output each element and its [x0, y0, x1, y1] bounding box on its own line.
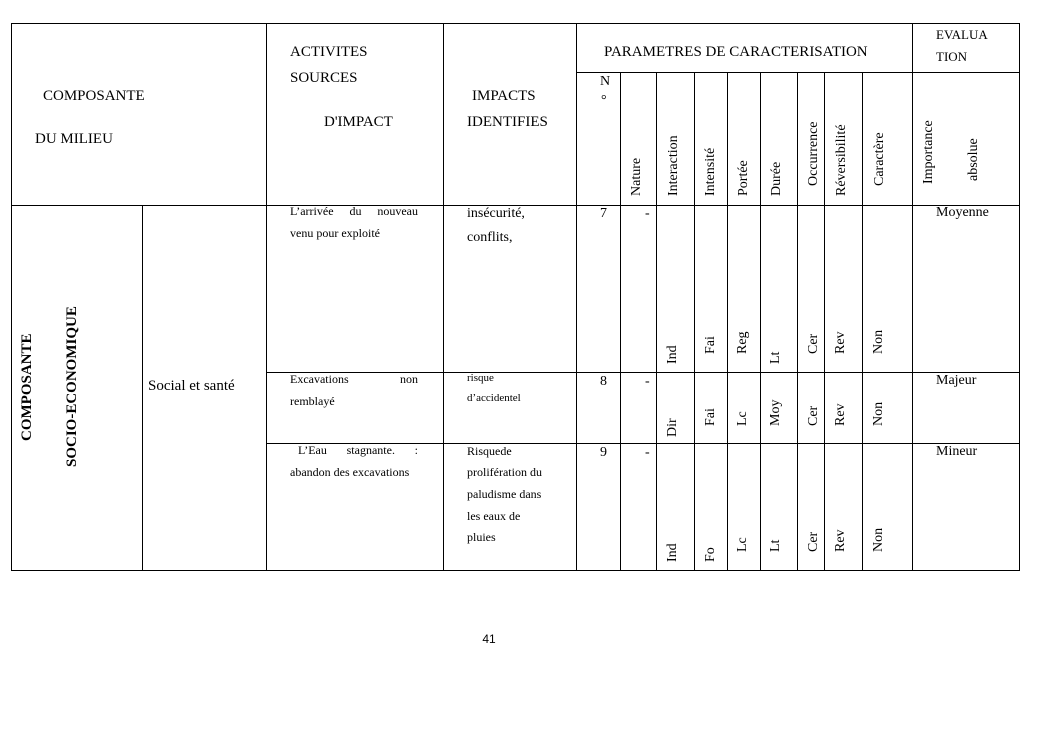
- group-composante: COMPOSANTE: [19, 333, 35, 441]
- nature-value: -: [645, 445, 650, 460]
- header-evaluation: EVALUA: [936, 27, 988, 42]
- col-header-nature: Nature: [629, 157, 644, 196]
- occurrence-value: Cer: [806, 405, 821, 426]
- col-header-intensite: Intensité: [703, 147, 718, 196]
- nature-value: -: [645, 374, 650, 389]
- col-header-portee: Portée: [736, 160, 751, 196]
- header-evaluation-tion: TION: [936, 49, 968, 64]
- occurrence-value: Cer: [806, 333, 821, 354]
- header-parametres: PARAMETRES DE CARACTERISATION: [604, 44, 868, 60]
- header-impacts: IMPACTS: [472, 88, 536, 104]
- activite-line: venu pour exploité: [290, 226, 380, 240]
- portee-value: Reg: [735, 331, 750, 354]
- portee-value: Lc: [735, 411, 750, 426]
- caractere-value: Non: [871, 401, 886, 426]
- col-header-caractere: Caractère: [872, 132, 887, 186]
- col-header-interaction: Interaction: [666, 135, 681, 196]
- activite-line: Excavations non: [290, 372, 418, 386]
- caractere-value: Non: [871, 329, 886, 354]
- interaction-value: Dir: [665, 418, 680, 437]
- header-composante: COMPOSANTE: [43, 88, 145, 104]
- activite-line: L’arrivée du nouveau: [290, 204, 418, 218]
- importance-value: Mineur: [936, 444, 978, 459]
- reversibilite-value: Rev: [833, 403, 848, 426]
- impact-line: Risquede: [467, 444, 512, 458]
- impact-line: risque: [467, 372, 494, 384]
- sous-composante-social-sante: Social et santé: [148, 378, 235, 394]
- activite-line: abandon des excavations: [290, 465, 410, 479]
- header-numero-degree: °: [601, 93, 607, 108]
- impact-line: insécurité,: [467, 206, 525, 221]
- interaction-value: Ind: [665, 543, 680, 562]
- page-number: 41: [482, 632, 496, 646]
- header-du-milieu: DU MILIEU: [35, 131, 113, 147]
- impact-line: d’accidentel: [467, 392, 521, 404]
- occurrence-value: Cer: [806, 531, 821, 552]
- duree-value: Lt: [768, 351, 783, 364]
- importance-value: Majeur: [936, 373, 977, 388]
- header-dimpact: D'IMPACT: [324, 114, 393, 130]
- nature-value: -: [645, 206, 650, 221]
- group-socio-economique: SOCIO-ECONOMIQUE: [64, 306, 80, 467]
- activite-line: L’Eau stagnante. :: [298, 443, 419, 457]
- impact-line: pluies: [467, 530, 496, 544]
- impact-line: conflits,: [467, 230, 513, 245]
- col-header-reversibilite: Réversibilité: [834, 124, 849, 196]
- col-header-importance: Importance: [921, 120, 936, 184]
- importance-value: Moyenne: [936, 205, 989, 220]
- intensite-value: Fai: [703, 408, 718, 426]
- reversibilite-value: Rev: [833, 331, 848, 354]
- intensite-value: Fai: [703, 336, 718, 354]
- row-number: 9: [600, 445, 607, 460]
- col-header-duree: Durée: [769, 161, 784, 196]
- impact-line: prolifération du: [467, 465, 542, 479]
- row-number: 8: [600, 374, 607, 389]
- duree-value: Moy: [768, 399, 783, 426]
- col-header-absolue: absolue: [966, 138, 981, 181]
- header-numero: N: [600, 74, 611, 89]
- header-activites: ACTIVITES: [290, 44, 368, 60]
- row-number: 7: [600, 206, 607, 221]
- reversibilite-value: Rev: [833, 529, 848, 552]
- col-header-occurrence: Occurrence: [806, 121, 821, 186]
- impact-line: les eaux de: [467, 509, 521, 523]
- duree-value: Lt: [768, 539, 783, 552]
- activite-line: remblayé: [290, 394, 335, 408]
- caractere-value: Non: [871, 527, 886, 552]
- impact-line: paludisme dans: [467, 487, 542, 501]
- intensite-value: Fo: [703, 547, 718, 562]
- header-sources: SOURCES: [290, 70, 358, 86]
- interaction-value: Ind: [665, 345, 680, 364]
- header-identifies: IDENTIFIES: [467, 114, 548, 130]
- portee-value: Lc: [735, 537, 750, 552]
